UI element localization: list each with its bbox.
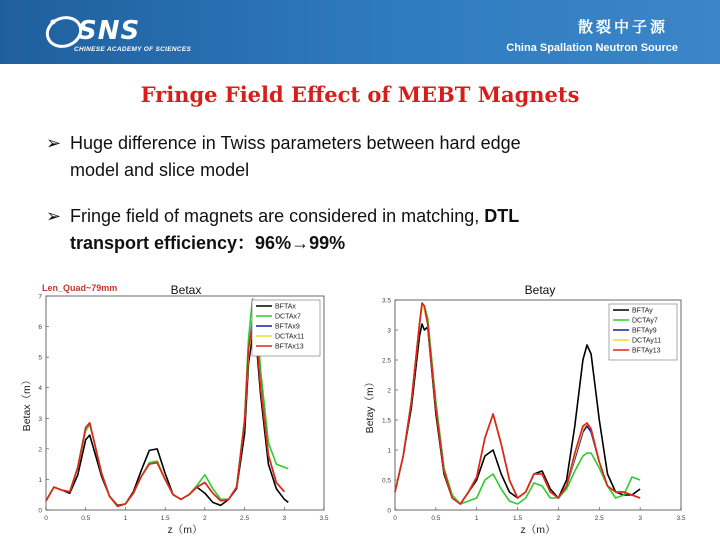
- x-tick-label: 0: [393, 515, 397, 522]
- y-tick-label: 1: [387, 447, 391, 455]
- legend-entry: DCTAy11: [632, 337, 662, 345]
- y-tick-label: 7: [38, 293, 42, 301]
- bullet-arrow-icon: ➢: [46, 133, 62, 153]
- chart-title: Betay: [524, 283, 556, 297]
- quad-length-annotation: Len_Quad~79mm: [42, 283, 118, 293]
- y-tick-label: 3.5: [381, 297, 391, 305]
- y-tick-label: 0.5: [381, 477, 391, 485]
- x-tick-label: 2: [556, 515, 561, 522]
- x-tick-label: 2.5: [240, 515, 250, 522]
- x-tick-label: 1.5: [513, 515, 523, 522]
- logo-subtitle: CHINESE ACADEMY OF SCIENCES: [74, 46, 192, 53]
- bullet-2-text-b: DTL: [484, 206, 520, 226]
- x-tick-label: 0.5: [431, 515, 441, 522]
- bullet-2-line-2: [70, 230, 345, 257]
- x-tick-label: 3.5: [319, 515, 329, 522]
- chart-title: Betax: [170, 283, 202, 297]
- y-tick-label: 3: [387, 327, 391, 335]
- legend-entry: DCTAx7: [275, 313, 301, 321]
- y-axis-label: Betax（m）: [21, 374, 33, 432]
- y-tick-label: 4: [38, 385, 42, 393]
- legend-entry: DCTAx11: [275, 333, 305, 341]
- legend-entry: BFTAy13: [632, 347, 661, 355]
- legend-entry: BFTAx9: [275, 323, 300, 331]
- legend-entry: BFTAy: [632, 307, 653, 315]
- bullet-2-text-a: Fringe field of magnets are considered in matching,: [70, 206, 485, 226]
- y-tick-label: 0: [387, 507, 391, 515]
- sns-logo: [44, 10, 204, 56]
- x-tick-label: 3: [282, 515, 287, 522]
- org-name-cn: 散裂中子源: [577, 19, 668, 36]
- x-tick-label: 1: [474, 515, 479, 522]
- org-name-en: China Spallation Neutron Source: [506, 42, 678, 54]
- y-tick-label: 2: [387, 387, 391, 395]
- legend-entry: BFTAx: [275, 303, 296, 311]
- bullet-1-line-2: model and slice model: [70, 160, 250, 180]
- x-tick-label: 3.5: [676, 515, 686, 522]
- x-tick-label: 1.5: [160, 515, 170, 522]
- betay-chart: [364, 283, 686, 536]
- efficiency-after: 99%: [309, 233, 346, 253]
- x-axis-label: z（m）: [167, 524, 203, 536]
- x-tick-label: 0.5: [81, 515, 91, 522]
- header-banner: [0, 0, 720, 64]
- logo-text: SNS: [78, 16, 141, 46]
- bullet-2-line-1: [70, 203, 519, 230]
- x-axis-label: z（m）: [520, 524, 556, 536]
- x-tick-label: 2.5: [594, 515, 604, 522]
- betax-chart: [21, 283, 329, 536]
- twiss-charts: [0, 270, 720, 540]
- y-tick-label: 3: [38, 415, 42, 423]
- y-tick-label: 0: [38, 507, 42, 515]
- legend-entry: BFTAx13: [275, 343, 304, 351]
- right-arrow-icon: →: [291, 233, 310, 253]
- slide-title: Fringe Field Effect of MEBT Magnets: [140, 82, 580, 107]
- y-tick-label: 2.5: [381, 357, 391, 365]
- y-tick-label: 2: [38, 446, 42, 454]
- legend-entry: BFTAy9: [632, 327, 657, 335]
- y-tick-label: 6: [38, 324, 42, 332]
- y-tick-label: 1.5: [381, 417, 391, 425]
- x-tick-label: 2: [203, 515, 207, 522]
- x-tick-label: 0: [44, 515, 48, 522]
- x-tick-label: 1: [123, 515, 128, 522]
- efficiency-before: transport efficiency：96%: [70, 233, 292, 253]
- y-axis-label: Betay（m）: [364, 376, 376, 434]
- y-tick-label: 1: [38, 476, 42, 484]
- bullet-arrow-icon: ➢: [46, 206, 62, 226]
- bullet-1-line-1: Huge difference in Twiss parameters between hard edge: [70, 133, 521, 153]
- x-tick-label: 3: [638, 515, 642, 522]
- y-tick-label: 5: [38, 354, 42, 362]
- legend-entry: DCTAy7: [632, 317, 658, 325]
